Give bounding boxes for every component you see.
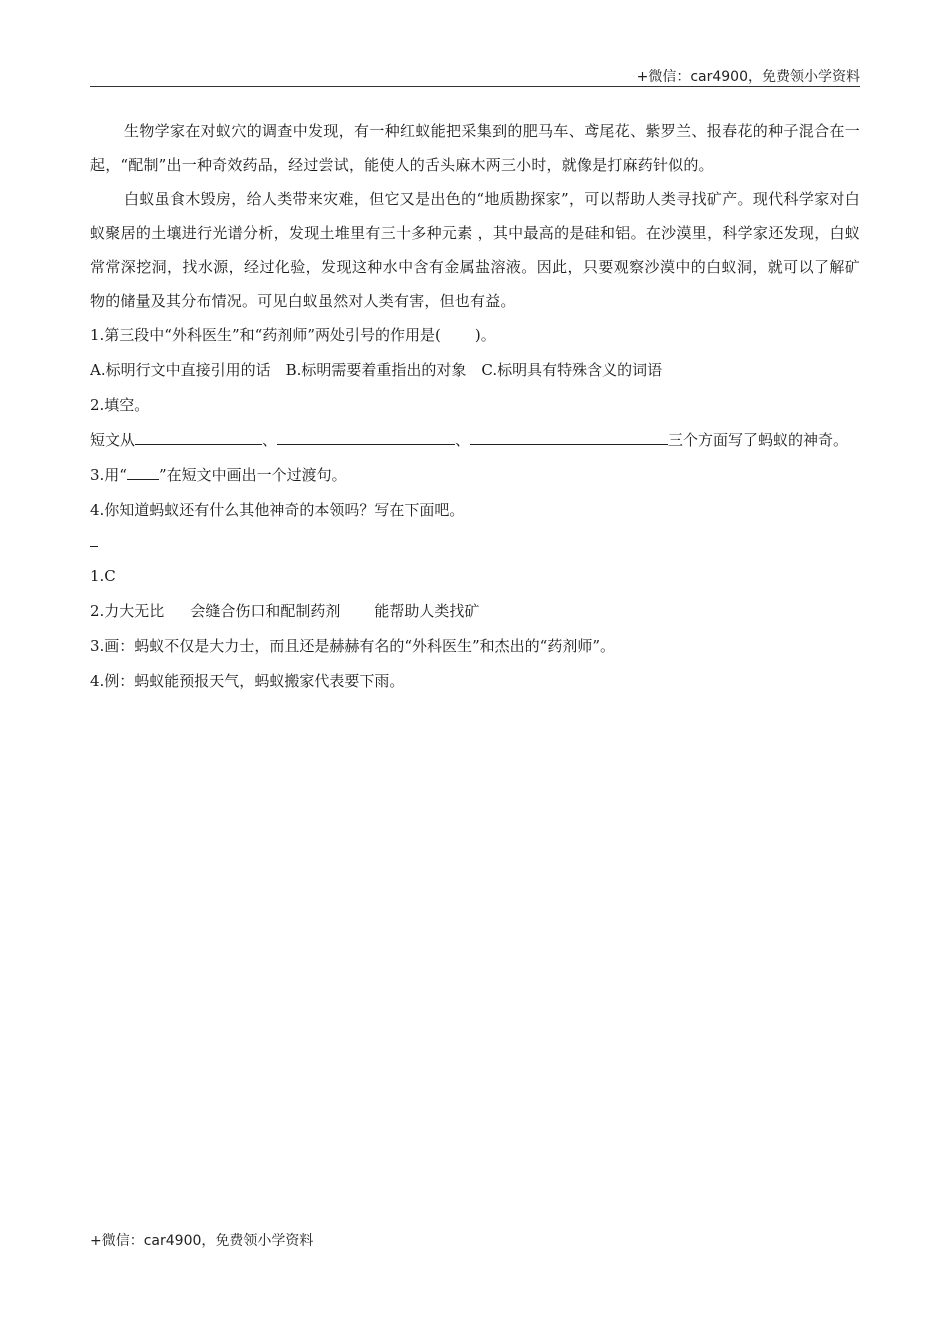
question-2-suffix: 三个方面写了蚂蚁的神奇。 xyxy=(668,431,849,449)
passage-paragraph-1: 生物学家在对蚁穴的调查中发现，有一种红蚁能把采集到的肥马车、鸢尾花、紫罗兰、报春花的种子混合在一起，“配制”出一种奇效药品，经过尝试，能使人的舌头麻木两三小时，就像是打麻药针似的。 xyxy=(90,122,860,174)
question-1-options: A.标明行文中直接引用的话 B.标明需要着重指出的对象 C.标明具有特殊含义的词语 xyxy=(90,361,663,379)
fill-blank-1[interactable] xyxy=(135,429,262,445)
question-2-fill-line xyxy=(90,423,860,458)
answer-section-divider xyxy=(90,532,98,547)
answer-4: 4.例：蚂蚁能预报天气，蚂蚁搬家代表要下雨。 xyxy=(90,672,405,690)
answer-1: 1.C xyxy=(90,567,116,585)
document-body xyxy=(90,114,860,699)
question-4: 4.你知道蚂蚁还有什么其他神奇的本领吗？写在下面吧。 xyxy=(90,501,465,519)
answer-2-item-1: 2.力大无比 xyxy=(90,602,165,620)
underline-sample xyxy=(127,464,159,480)
question-1-suffix: )。 xyxy=(474,326,496,344)
passage-paragraph-2: 白蚁虽食木毁房，给人类带来灾难，但它又是出色的“地质勘探家”，可以帮助人类寻找矿产。现代科学家对白蚁聚居的土壤进行光谱分析，发现土堆里有三十多种元素 ，其中最高的是硅和铝。在沙漠里，科学家还发现，白蚁常常深挖洞，找水源，经过化验，发现这种水中含有金属盐溶液。因此，只要观察沙漠中的白蚁洞，就可以了解矿物的储量及其分布情况。可见白蚁虽然对人类有害，但也有益。 xyxy=(90,190,860,310)
fill-blank-2[interactable] xyxy=(277,429,455,445)
question-2-prefix: 短文从 xyxy=(90,431,136,449)
answer-2-item-3: 能帮助人类找矿 xyxy=(374,602,480,620)
question-3 xyxy=(90,458,860,493)
question-2-separator-1: 、 xyxy=(262,431,278,449)
question-3-prefix: 3.用“ xyxy=(90,466,127,484)
question-3-suffix: ”在短文中画出一个过渡句。 xyxy=(158,466,347,484)
header-divider xyxy=(90,86,860,87)
question-1-prefix: 1.第三段中“外科医生”和“药剂师”两处引号的作用是( xyxy=(90,326,441,344)
question-1 xyxy=(90,318,860,353)
page-header-text: +微信：car4900，免费领小学资料 xyxy=(636,69,860,85)
fill-blank-3[interactable] xyxy=(470,429,668,445)
page-footer-text: +微信：car4900，免费领小学资料 xyxy=(90,1233,314,1249)
answer-3: 3.画：蚂蚁不仅是大力士，而且还是赫赫有名的“外科医生”和杰出的“药剂师”。 xyxy=(90,637,615,655)
question-2-title: 2.填空。 xyxy=(90,396,150,414)
answer-2 xyxy=(90,594,860,629)
answer-2-item-2: 会缝合伤口和配制药剂 xyxy=(190,602,341,620)
question-2-separator-2: 、 xyxy=(455,431,471,449)
